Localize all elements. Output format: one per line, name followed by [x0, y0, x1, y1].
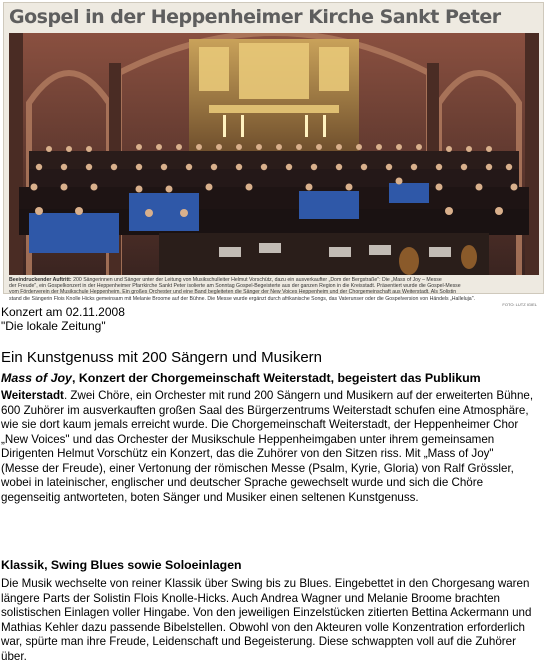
paragraph-line: 600 Zuhörer im ausverkauften großen Saal des Bürgerzentrums Weiterstadt schufen eine Atmosphäre,	[1, 404, 546, 419]
photo-credit: FOTO: LUTZ IGIEL	[502, 302, 537, 308]
paragraph-line: wobei in lateinischer, englischer und deutscher Sprache gewechselt wurde und sich die Chöre	[1, 476, 546, 491]
article-paragraph-2	[1, 577, 546, 664]
photo-caption	[9, 277, 539, 302]
church-choir-illustration	[9, 33, 539, 275]
source-name: "Die lokale Zeitung"	[1, 319, 125, 333]
article-paragraph-1	[1, 389, 546, 505]
concert-date: Konzert am 02.11.2008	[1, 305, 125, 319]
caption-line: der Freude", ein Gospelkonzert in der Heppenheimer Pfarrkirche Sankt Peter isolierte am Sonntag Gospel-Begeisterte aus der ganzen Region in die Kreisstadt. Präsentiert wurde die Gospel-Messe	[9, 283, 539, 289]
caption-lead: Beeindruckender Auftritt:	[9, 277, 72, 283]
article-meta	[1, 305, 125, 333]
paragraph-line: Dirigenten Helmut Vorschütz ein Konzert, das die Zuhörer von den Sitzen riss. Mit „Mass of Joy"	[1, 447, 546, 462]
paragraph-line: Mathias Kehler dazu passende Bibelstellen. Obwohl von den Akteuren volle Konzentration erforderlich	[1, 621, 546, 636]
dateline-place: Weiterstadt	[1, 389, 64, 402]
newspaper-clipping	[3, 2, 544, 294]
paragraph-line: Die Musik wechselte von reiner Klassik über Swing bis zu Blues. Eingebettet in den Chorgesang waren	[1, 577, 546, 592]
paragraph-line: über.	[1, 650, 546, 664]
caption-line: stand die Sängerin Flois Knolle Hicks gemeinsam mit Melanie Broome auf der Bühne. Die Messe wurde ergänzt durch afrikanische Songs, das Vaterunser oder die Gospelversion von Händels „Halleluja".	[9, 296, 539, 302]
paragraph-line: längere Parts der Solistin Flois Knolle-Hicks. Auch Andrea Wagner und Melanie Broome brachten	[1, 592, 546, 607]
subtitle-work-title: Mass of Joy	[1, 371, 72, 385]
subtitle-text: , Konzert der Chorgemeinschaft Weiterstadt, begeistert das Publikum	[72, 371, 481, 385]
section-heading: Klassik, Swing Blues sowie Soloeinlagen	[1, 558, 242, 572]
caption-line: vom Förderverein der Musikschule Heppenheim. Ein großes Orchester und eine Band begleiteten die Sänger der New Voices Heppenheim und der Chorgemeinschaft aus Weiterstadt. Als Solistin	[9, 289, 539, 295]
paragraph-line: (Messe der Freude), einer Vertonung der römischen Messe (Psalm, Kyrie, Gloria) von Ralf Grössler,	[1, 462, 546, 477]
article-title: Ein Kunstgenuss mit 200 Sängern und Musikern	[1, 349, 322, 366]
caption-line: 200 Sängerinnen und Sänger unter der Leitung von Musikschulleiter Helmut Vorschütz, dazu ein ausverkaufter „Dom der Bergstraße": Die „Mass of Joy – Messe	[73, 277, 442, 283]
paragraph-line: war, spürte man ihre Freude, Leidenschaft und Begeisterung. Diese schwappten voll auf die Zuhörer	[1, 635, 546, 650]
paragraph-line: Weiterstadt. Zwei Chöre, ein Orchester mit rund 200 Sängern und Musikern auf der erweiterten Bühne,	[1, 389, 546, 404]
paragraph-line: „New Voices" und das Orchester der Musikschule Heppenheimgaben unter ihrem gemeinsamen	[1, 433, 546, 448]
paragraph-line: solistischen Einlagen voller Hingabe. Von den jeweiligen Einzelstücken zitierten Bettina Ackermann und	[1, 606, 546, 621]
paragraph-line: wie sie dort kaum jemals erreicht wurde. Die Chorgemeinschaft Weiterstadt, der Heppenheimer Chor	[1, 418, 546, 433]
article-subtitle	[1, 371, 481, 385]
paragraph-line: gegenseitig antworteten, boten Sänger und Musiker einen seltenen Kunstgenuss.	[1, 491, 546, 506]
concert-photo	[9, 33, 539, 275]
clipping-headline: Gospel in der Heppenheimer Kirche Sankt Peter	[9, 6, 501, 28]
